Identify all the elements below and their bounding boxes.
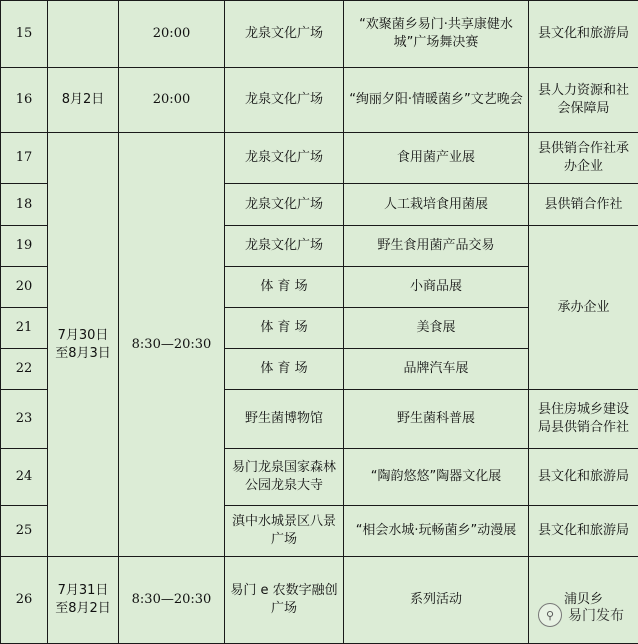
venue-cell: 体 育 场 <box>225 349 344 390</box>
row-number: 23 <box>1 390 48 449</box>
organizer-cell: 县供销合作社 <box>529 184 638 226</box>
event-cell: 美食展 <box>344 308 529 349</box>
row-number: 16 <box>1 68 48 133</box>
event-cell: “绚丽夕阳·情暖菌乡”文艺晚会 <box>344 68 529 133</box>
time-range-cell: 8:30—20:30 <box>119 133 225 557</box>
event-cell: “陶韵悠悠”陶器文化展 <box>344 449 529 506</box>
organizer-cell: 县住房城乡建设局县供销合作社 <box>529 390 638 449</box>
row-number: 21 <box>1 308 48 349</box>
watermark <box>538 603 624 627</box>
wechat-search-icon: ⚲ <box>538 603 562 627</box>
date-range-cell: 7月30日至8月3日 <box>48 133 119 557</box>
event-cell: 食用菌产业展 <box>344 133 529 184</box>
venue-cell: 龙泉文化广场 <box>225 133 344 184</box>
event-cell: 小商品展 <box>344 267 529 308</box>
venue-cell: 龙泉文化广场 <box>225 226 344 267</box>
date-cell-empty <box>48 1 119 68</box>
event-cell: “相会水城·玩畅菌乡”动漫展 <box>344 506 529 557</box>
event-cell: “欢聚菌乡易门·共享康健水城”广场舞决赛 <box>344 1 529 68</box>
organizer-cell: 县文化和旅游局 <box>529 506 638 557</box>
organizer-cell: 浦贝乡 <box>529 557 638 644</box>
venue-cell: 滇中水城景区八景广场 <box>225 506 344 557</box>
venue-cell: 龙泉文化广场 <box>225 184 344 226</box>
event-cell: 野生食用菌产品交易 <box>344 226 529 267</box>
venue-cell: 野生菌博物馆 <box>225 390 344 449</box>
row-number: 20 <box>1 267 48 308</box>
event-cell: 野生菌科普展 <box>344 390 529 449</box>
event-cell: 品牌汽车展 <box>344 349 529 390</box>
venue-cell: 易门龙泉国家森林公园龙泉大寺 <box>225 449 344 506</box>
date-range-cell: 7月31日至8月2日 <box>48 557 119 644</box>
time-cell: 20:00 <box>119 68 225 133</box>
table-row <box>1 68 638 133</box>
row-number: 24 <box>1 449 48 506</box>
date-cell: 8月2日 <box>48 68 119 133</box>
time-range-cell: 8:30—20:30 <box>119 557 225 644</box>
watermark-text: 易门发布 <box>568 605 624 625</box>
time-cell: 20:00 <box>119 1 225 68</box>
table-row <box>1 133 638 184</box>
row-number: 18 <box>1 184 48 226</box>
organizer-cell: 县文化和旅游局 <box>529 1 638 68</box>
organizer-cell: 县供销合作社承办企业 <box>529 133 638 184</box>
row-number: 22 <box>1 349 48 390</box>
venue-cell: 龙泉文化广场 <box>225 68 344 133</box>
organizer-cell-merged: 承办企业 <box>529 226 638 390</box>
venue-cell: 易门 e 农数字融创广场 <box>225 557 344 644</box>
row-number: 25 <box>1 506 48 557</box>
venue-cell: 体 育 场 <box>225 267 344 308</box>
event-cell: 人工栽培食用菌展 <box>344 184 529 226</box>
organizer-cell: 县人力资源和社会保障局 <box>529 68 638 133</box>
venue-cell: 龙泉文化广场 <box>225 1 344 68</box>
table-row <box>1 557 638 644</box>
row-number: 15 <box>1 1 48 68</box>
table-row <box>1 1 638 68</box>
row-number: 19 <box>1 226 48 267</box>
row-number: 26 <box>1 557 48 644</box>
row-number: 17 <box>1 133 48 184</box>
event-cell: 系列活动 <box>344 557 529 644</box>
organizer-cell: 县文化和旅游局 <box>529 449 638 506</box>
venue-cell: 体 育 场 <box>225 308 344 349</box>
